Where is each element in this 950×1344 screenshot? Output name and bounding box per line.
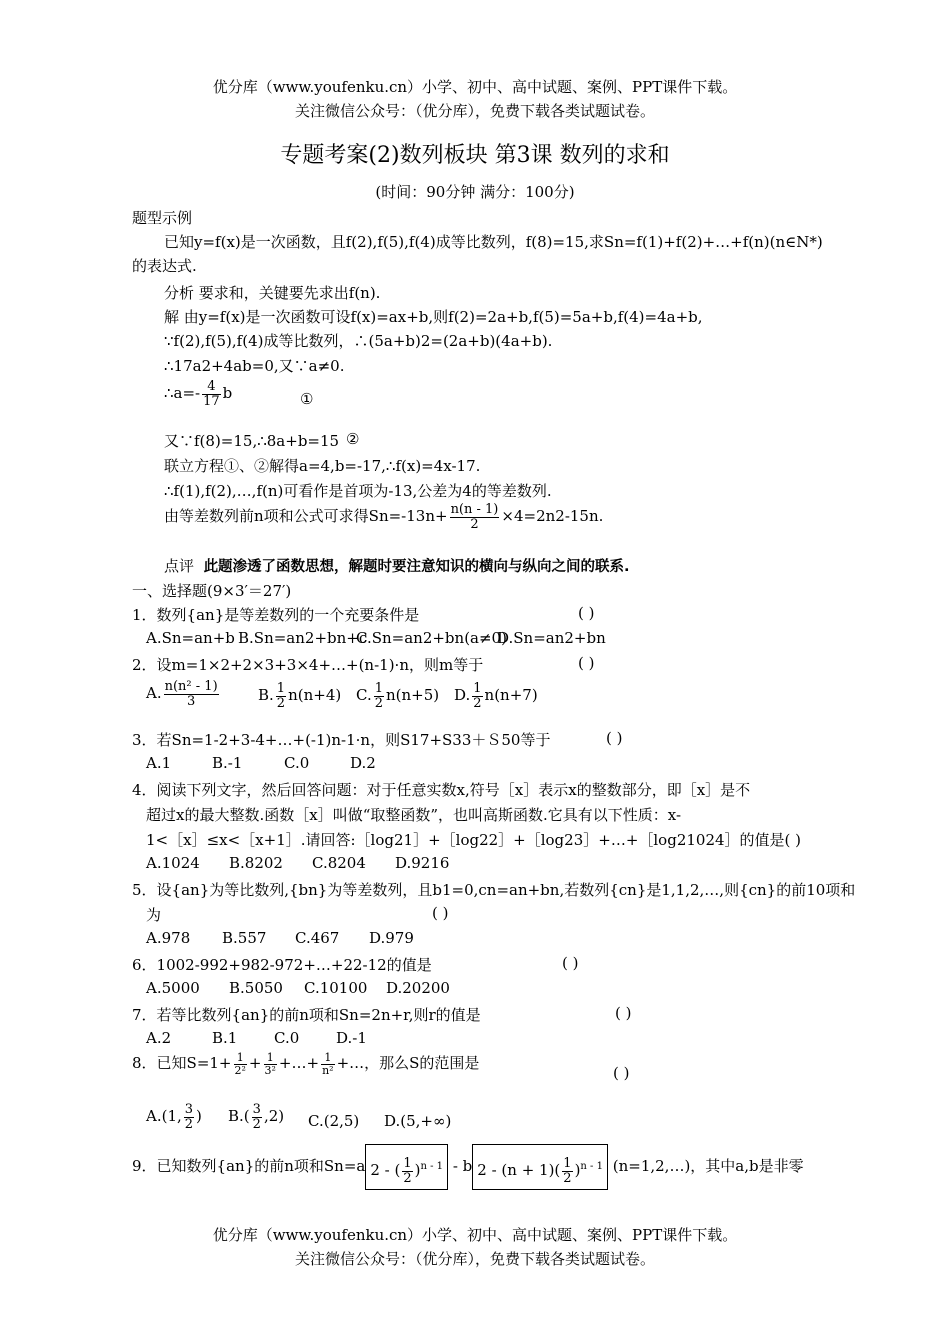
question-7-stem: 7．若等比数列{an}的前n项和Sn=2n+r,则r的值是	[132, 1006, 481, 1024]
example-problem: 已知y=f(x)是一次函数，且f(2),f(5),f(4)成等比数列，f(8)=15,求Sn=f(1)+f(2)+…+f(n)(n∈N*)的表达式.	[132, 233, 823, 275]
q3-option-b: B.-1	[212, 754, 243, 772]
solution-line-2: ∵f(2),f(5),f(4)成等比数列，∴(5a+b)2=(2a+b)(4a+b).	[164, 332, 553, 350]
answer-paren: ( )	[606, 729, 623, 747]
fraction: $\frac{1}{2}$	[563, 1155, 572, 1186]
solution-line-4: ∴a=- $\frac{4}{17}$ b	[164, 379, 233, 409]
header-line-2: 关注微信公众号：（优分库），免费下载各类试题试卷。	[294, 102, 655, 120]
bracket-term: 2 - (n + 1)( $\frac{1}{2}$ )$^{n - 1}$	[472, 1144, 608, 1190]
question-3-stem: 3．若Sn=1-2+3-4+…+(-1)n-1·n，则S17+S33＋Ｓ50等于	[132, 731, 551, 749]
question-9-stem: 9．已知数列{an}的前n项和Sn=a 2 - ( $\frac{1}{2}$ )$^{n - 1}$ - b 2 - (n + 1)( $\frac{1}{2}$ )$^{n - 1}$ (n=1,2,…)，其中a,b是非零	[132, 1144, 804, 1190]
answer-paren: ( )	[578, 654, 595, 672]
fraction: $\frac{1}{2}$	[403, 1155, 412, 1186]
q8-option-d: D.(5,+∞)	[384, 1112, 452, 1130]
q6-option-b: B.5050	[229, 979, 283, 997]
answer-paren: ( )	[613, 1064, 630, 1082]
answer-paren: ( )	[615, 1004, 632, 1022]
q4-option-c: C.8204	[312, 854, 366, 872]
fraction: $\frac{n(n - 1)}{2}$	[450, 502, 499, 532]
fraction: $\frac{1}{\text{n²}}$	[322, 1051, 334, 1077]
q7-option-b: B.1	[212, 1029, 238, 1047]
question-6-stem: 6．1002-992+982-972+…+22-12的值是	[132, 956, 432, 974]
q7-option-c: C.0	[274, 1029, 300, 1047]
q1-option-b: B.Sn=an2+bn+c	[238, 629, 368, 647]
q5-option-c: C.467	[295, 929, 340, 947]
fraction: $\frac{1}{\text{3²}}$	[264, 1051, 276, 1077]
solution-line-5: 又∵f(8)=15,∴8a+b=15	[164, 432, 340, 450]
q1-option-a: A.Sn=an+b	[146, 629, 235, 647]
q4-option-b: B.8202	[229, 854, 283, 872]
q6-option-c: C.10100	[304, 979, 368, 997]
example-heading: 题型示例	[132, 209, 193, 227]
q4-option-a: A.1024	[146, 854, 200, 872]
q6-option-d: D.20200	[386, 979, 450, 997]
q3-option-c: C.0	[284, 754, 310, 772]
q5-option-d: D.979	[369, 929, 414, 947]
q1-option-c: C.Sn=an2+bn(a≠0)	[356, 629, 507, 647]
fraction: $\frac{1}{\text{2²}}$	[234, 1051, 246, 1077]
q8-option-a: A.(1, $\frac{3}{2}$ )	[146, 1102, 202, 1132]
solution-line-3: ∴17a2+4ab=0,又∵a≠0.	[164, 357, 345, 375]
q3-option-d: D.2	[350, 754, 376, 772]
q8-option-b: B.( $\frac{3}{2}$ ,2)	[228, 1102, 285, 1132]
page-subtitle: (时间：90分钟 满分：100分)	[375, 183, 575, 201]
footer-line-2: 关注微信公众号：（优分库），免费下载各类试题试卷。	[294, 1250, 655, 1268]
solution-line-8: 由等差数列前n项和公式可求得Sn=-13n+ $\frac{n(n - 1)}{2}$ ×4=2n2-15n.	[164, 502, 604, 532]
answer-paren: ( )	[432, 904, 449, 922]
q6-option-a: A.5000	[146, 979, 200, 997]
q3-option-a: A.1	[146, 754, 172, 772]
q7-option-d: D.-1	[336, 1029, 367, 1047]
question-2-stem: 2．设m=1×2+2×3+3×4+…+(n-1)·n，则m等于	[132, 656, 484, 674]
question-8-stem: 8．已知S=1+ $\frac{1}{\text{2²}}$ + $\frac{1}{\text{3²}}$ +…+ $\frac{1}{\text{n²}}$ +…，那么S的范围是	[132, 1051, 480, 1077]
footer-line-1: 优分库（www.youfenku.cn）小学、初中、高中试题、案例、PPT课件下载。	[212, 1226, 738, 1244]
header-line-1: 优分库（www.youfenku.cn）小学、初中、高中试题、案例、PPT课件下载。	[212, 78, 738, 96]
solution-line-7: ∴f(1),f(2),…,f(n)可看作是首项为-13,公差为4的等差数列.	[164, 482, 552, 500]
question-4-line-2: 超过x的最大整数.函数［x］叫做“取整函数”，也叫高斯函数.它具有以下性质：x-	[146, 806, 682, 824]
fraction: $\frac{4}{17}$	[203, 379, 220, 409]
q2-option-b: B. $\frac{1}{2}$ n(n+4)	[258, 681, 342, 711]
section-choice-heading: 一、选择题(9×3′＝27′)	[132, 582, 292, 600]
fraction: $\frac{3}{2}$	[252, 1102, 261, 1132]
marker-1: ①	[300, 390, 314, 408]
example-analysis: 分析 要求和，关键要先求出f(n).	[164, 284, 381, 302]
bracket-term: 2 - ( $\frac{1}{2}$ )$^{n - 1}$	[365, 1144, 448, 1190]
answer-paren: ( )	[578, 604, 595, 622]
answer-paren: ( )	[562, 954, 579, 972]
fraction: $\frac{1}{2}$	[473, 681, 482, 711]
q2-option-d: D. $\frac{1}{2}$ n(n+7)	[454, 681, 538, 711]
marker-2: ②	[346, 430, 360, 448]
question-4-line-1: 4．阅读下列文字，然后回答问题：对于任意实数x,符号［x］表示x的整数部分，即［x］是不	[132, 781, 751, 799]
fraction: $\frac{\text{n(n² - 1)}}{3}$	[164, 679, 218, 709]
fraction: $\frac{3}{2}$	[184, 1102, 194, 1132]
q5-option-b: B.557	[222, 929, 267, 947]
fraction: $\frac{1}{2}$	[374, 681, 383, 711]
question-4-line-3: 1<［x］≤x<［x+1］.请回答:［log21］+［log22］+［log23］+…+［log21024］的值是( )	[146, 831, 802, 849]
question-1-stem: 1．数列{an}是等差数列的一个充要条件是	[132, 606, 420, 624]
q8-option-c: C.(2,5)	[308, 1112, 360, 1130]
question-5-line-2: 为	[146, 906, 162, 924]
q5-option-a: A.978	[146, 929, 191, 947]
q4-option-d: D.9216	[395, 854, 450, 872]
solution-line-6: 联立方程①、②解得a=4,b=-17,∴f(x)=4x-17.	[164, 457, 481, 475]
fraction: $\frac{1}{2}$	[276, 681, 286, 711]
q2-option-c: C. $\frac{1}{2}$ n(n+5)	[356, 681, 440, 711]
q7-option-a: A.2	[146, 1029, 172, 1047]
q2-option-a: A. $\frac{\text{n(n² - 1)}}{3}$	[146, 679, 218, 709]
solution-line-1: 解 由y=f(x)是一次函数可设f(x)=ax+b,则f(2)=2a+b,f(5)=5a+b,f(4)=4a+b,	[164, 308, 703, 326]
example-comment: 点评 此题渗透了函数思想，解题时要注意知识的横向与纵向之间的联系.	[164, 557, 630, 575]
page-title: 专题考案(2)数列板块 第3课 数列的求和	[280, 143, 670, 168]
question-5-line-1: 5．设{an}为等比数列,{bn}为等差数列，且b1=0,cn=an+bn,若数列{cn}是1,1,2,…,则{cn}的前10项和	[132, 881, 856, 899]
q1-option-d: D.Sn=an2+bn	[497, 629, 606, 647]
